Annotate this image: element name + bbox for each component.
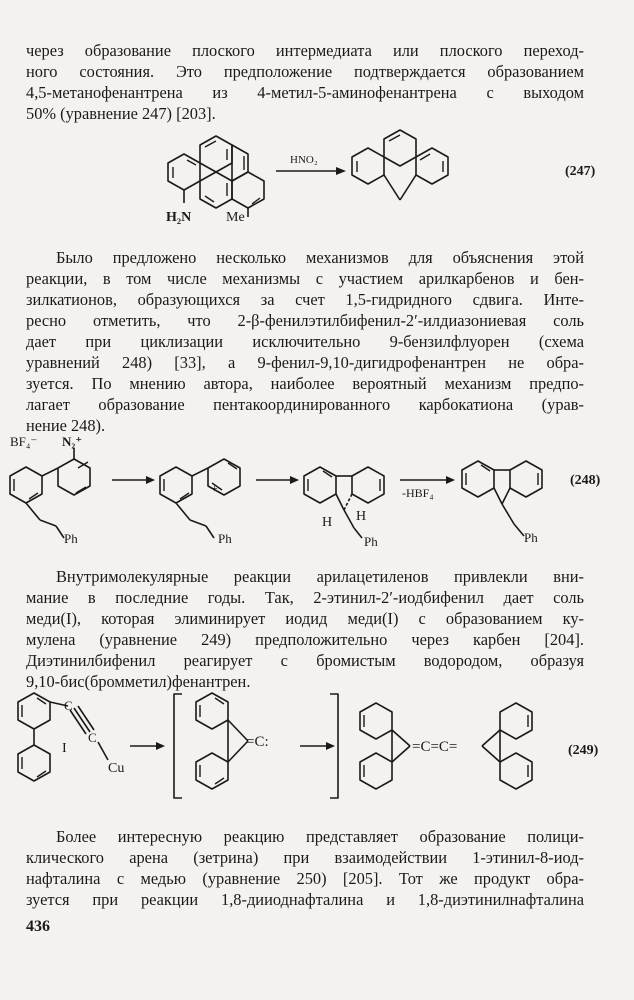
methanophenanthrene-product bbox=[352, 130, 448, 200]
phenyl-label: Ph bbox=[218, 531, 232, 546]
equation-number: (247) bbox=[565, 164, 596, 179]
reaction-arrow bbox=[256, 476, 299, 484]
text-line: мание в последние годы. Так, 2-этинил-2′-иодбифенил дает соль bbox=[26, 588, 584, 607]
phenyl-label: Ph bbox=[64, 531, 78, 546]
paragraph-1 bbox=[26, 40, 584, 124]
equation-247-scheme bbox=[0, 125, 634, 235]
text-line: 4,5-метанофенантрена из 4-метил-5-аминофенантрена с выходом bbox=[26, 83, 584, 102]
text-line: 9,10-бис(бромметил)фенантрен. bbox=[26, 672, 251, 691]
diazonium-biphenyl bbox=[10, 448, 90, 538]
cation-charge: + bbox=[211, 481, 218, 495]
aryl-cation bbox=[160, 459, 240, 538]
benzylfluorene-product bbox=[462, 461, 542, 536]
text-line: через образование плоского интермедиата или плоского переход- bbox=[26, 41, 584, 60]
reaction-arrow bbox=[400, 476, 455, 484]
equation-number: (248) bbox=[570, 473, 601, 488]
reaction-arrow bbox=[112, 476, 155, 484]
text-line: нение 248). bbox=[26, 416, 106, 435]
elimination-label: -HBF₄ bbox=[402, 486, 434, 500]
paragraph-2 bbox=[26, 247, 584, 436]
carbon-label: C bbox=[64, 698, 73, 713]
text-line: 50% (уравнение 247) [203]. bbox=[26, 104, 216, 123]
paragraph-4 bbox=[26, 826, 584, 910]
reaction-arrow bbox=[300, 742, 335, 750]
text-line: ного состояния. Это предположение подтверждается образованием bbox=[26, 62, 584, 81]
pentacoordinated-carbocation bbox=[304, 467, 384, 538]
methyl-label: Me bbox=[226, 210, 245, 225]
text-line: нафталина с медью (уравнение 250) [205]. Тот же продукт обра- bbox=[26, 869, 584, 888]
carbon-label: C bbox=[88, 730, 97, 745]
text-line: Более интересную реакцию представляет образование полици- bbox=[56, 827, 584, 846]
text-line: зуется. По мнению автора, наиболее вероятный механизм предпо- bbox=[26, 374, 584, 393]
counterion-label: BF₄⁻ bbox=[10, 434, 38, 449]
hydrogen-label: H bbox=[356, 509, 367, 524]
text-line: дает при циклизации исключительно 9-бензилфлуорен (схема bbox=[26, 332, 584, 351]
page-number: 436 bbox=[26, 918, 50, 935]
text-line: лагает образование пентакоординированного карбокатиона (урав- bbox=[26, 395, 584, 414]
phenyl-label: Ph bbox=[524, 530, 538, 545]
phenyl-label: Ph bbox=[364, 534, 378, 549]
text-line: ресно отметить, что 2-β-фенилэтилбифенил-2′-илдиазониевая соль bbox=[26, 311, 584, 330]
reagent-label: HNO₂ bbox=[290, 154, 318, 166]
text-line: Диэтинилбифенил реагирует с бромистым водородом, образуя bbox=[26, 651, 584, 670]
text-line: Было предложено несколько механизмов для объяснения этой bbox=[56, 248, 584, 267]
diazonium-label: N₂⁺ bbox=[62, 434, 83, 449]
paragraph-3 bbox=[26, 566, 584, 692]
copper-label: Cu bbox=[108, 761, 125, 776]
text-line: зилкатионов, образующихся за счет 1,5-гидридного сдвига. Инте- bbox=[26, 290, 584, 309]
text-line: Внутримолекулярные реакции арилацетиленов привлекли вни- bbox=[56, 567, 584, 586]
text-line: мулена (уравнение 249) предположительно через карбен [204]. bbox=[26, 630, 584, 649]
equation-248-scheme bbox=[0, 428, 634, 558]
phenanthrene-reactant bbox=[168, 136, 264, 217]
text-line: меди(I), которая элиминирует иодид меди(I) с образованием ку- bbox=[26, 609, 584, 628]
text-line: зуется при реакции 1,8-дииоднафталина и 1,8-диэтинилнафталина bbox=[26, 890, 584, 909]
amine-label: H₂N bbox=[166, 210, 192, 225]
text-line: уравнений 248) [33], а 9-фенил-9,10-дигидрофенантрен не обра- bbox=[26, 353, 584, 372]
reaction-arrow bbox=[276, 167, 346, 175]
equation-number: (249) bbox=[568, 743, 599, 758]
carbene-label: =C: bbox=[246, 734, 269, 750]
equation-249-scheme bbox=[0, 688, 634, 813]
cumulene-label: =C=C= bbox=[412, 739, 458, 755]
text-line: клического арена (зетрина) при взаимодействии 1-этинил-8-иод- bbox=[26, 848, 584, 867]
iodine-label: I bbox=[62, 741, 67, 756]
text-line: реакции, в том числе механизмы с участием арилкарбенов и бен- bbox=[26, 269, 584, 288]
reaction-arrow bbox=[130, 742, 165, 750]
hydrogen-label: H bbox=[322, 515, 333, 530]
